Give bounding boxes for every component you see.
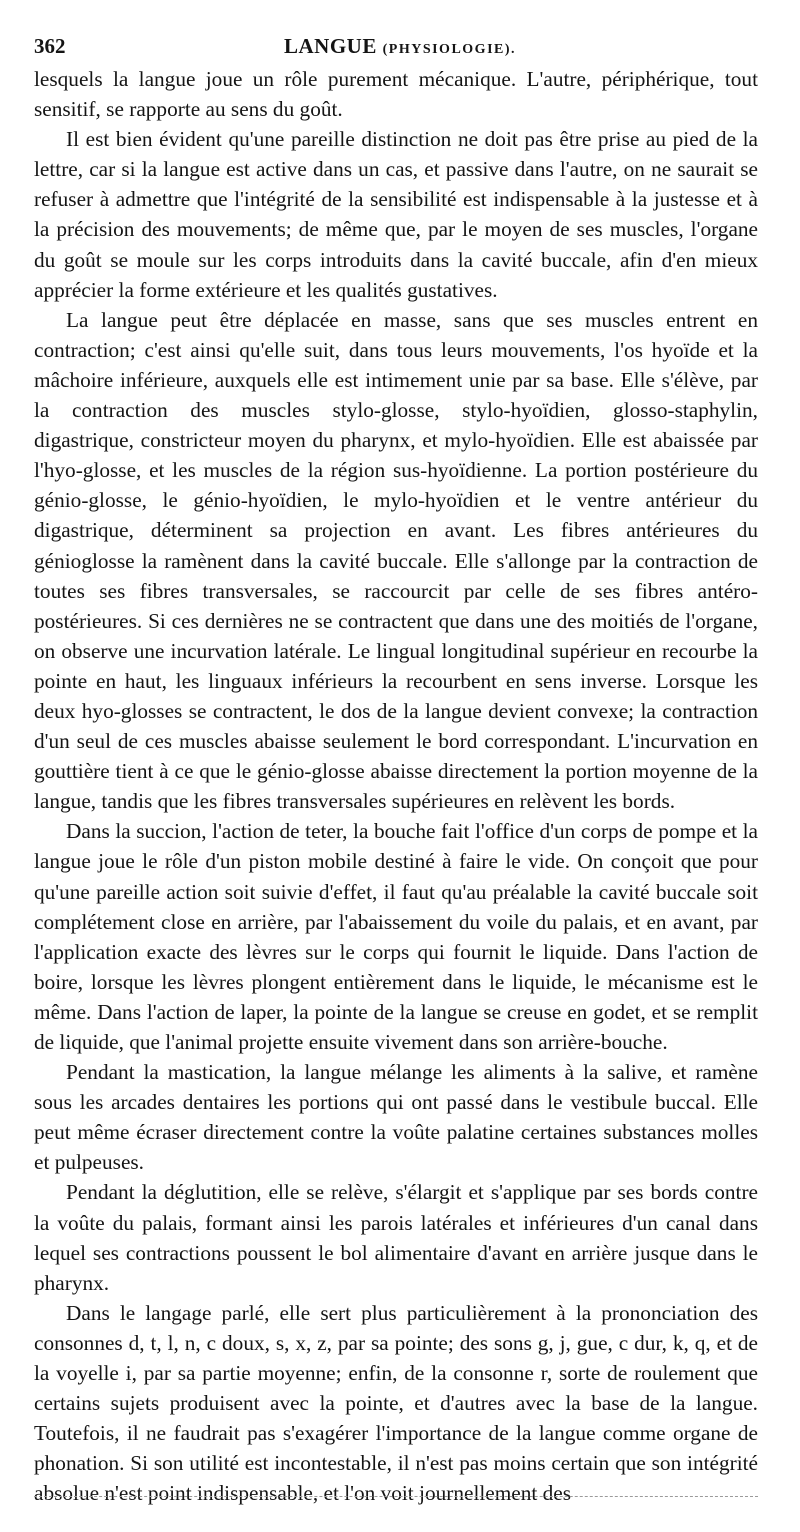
running-title [284, 34, 516, 59]
footer-rule [34, 1496, 758, 1497]
body-text [34, 64, 758, 1509]
paragraph: La langue peut être déplacée en masse, sans que ses muscles entrent en contraction; c'est ainsi qu'elle suit, dans tous leurs mouvements, l'os hyoïde et la mâchoire inférieure, auxquels elle est intimement unie par sa base. Elle s'élève, par la contraction des muscles stylo-glosse, stylo-hyoïdien, glosso-staphylin, digastrique, constricteur moyen du pharynx, et mylo-hyoïdien. Elle est abaissée par l'hyo-glosse, et les muscles de la région sus-hyoïdienne. La portion postérieure du génio-glosse, le génio-hyoïdien, le mylo-hyoïdien et le ventre antérieur du digastrique, déterminent sa projection en avant. Les fibres antérieures du génioglosse la ramènent dans la cavité buccale. Elle s'allonge par la contraction de toutes ses fibres transversales, se raccourcit par celle de ses fibres antéro-postérieures. Si ces dernières ne se contractent que dans une des moitiés de l'organe, on observe une incurvation latérale. Le lingual longitudinal supérieur en recourbe la pointe en haut, les linguaux inférieurs la recourbent en sens inverse. Lorsque les deux hyo-glosses se contractent, le dos de la langue devient convexe; la contraction d'un seul de ces muscles abaisse seulement le bord correspondant. L'incurvation en gouttière tient à ce que le génio-glosse abaisse directement la portion moyenne de la langue, tandis que les fibres transversales supérieures en relèvent les bords. [34, 307, 758, 814]
paragraph: Pendant la mastication, la langue mélange les aliments à la salive, et ramène sous les arcades dentaires les portions qui ont passé dans le vestibule buccal. Elle peut même écraser directement contre la voûte palatine certaines substances molles et pulpeuses. [34, 1060, 758, 1175]
paragraph: Pendant la déglutition, elle se relève, s'élargit et s'applique par ses bords contre la voûte du palais, formant ainsi les parois latérales et inférieures d'un canal dans lequel ses contractions poussent le bol alimentaire d'avant en arrière jusque dans le pharynx. [34, 1180, 758, 1295]
paragraph: Dans la succion, l'action de teter, la bouche fait l'office d'un corps de pompe et la langue joue le rôle d'un piston mobile destiné à faire le vide. On conçoit que pour qu'une pareille action soit suivie d'effet, il faut qu'au préalable la cavité buccale soit complétement close en arrière, par l'abaissement du voile du palais, et en avant, par l'application exacte des lèvres sur le corps qui fournit le liquide. Dans l'action de boire, lorsque les lèvres plongent entièrement dans le liquide, le mécanisme est le même. Dans l'action de laper, la pointe de la langue se creuse en godet, et se remplit de liquide, que l'animal projette ensuite vivement dans son arrière-bouche. [34, 819, 758, 1054]
running-title-sub: (PHYSIOLOGIE). [382, 42, 517, 57]
paragraph: Dans le langage parlé, elle sert plus particulièrement à la prononciation des consonnes d, t, l, n, c doux, s, x, z, par sa pointe; des sons g, j, gue, c dur, k, q, et de la voyelle i, par sa partie moyenne; enfin, de la consonne r, sorte de roulement que certains sujets produisent avec la pointe, et d'autres avec la base de la langue. Toutefois, il ne faudrait pas s'exagérer l'importance de la langue comme organe de phonation. Si son utilité est incontestable, il n'est pas moins certain que son intégrité absolue n'est point indispensable, et l'on voit journellement des [34, 1300, 758, 1506]
running-title-main: LANGUE [284, 34, 377, 58]
paragraph-continuation: lesquels la langue joue un rôle purement mécanique. L'autre, périphérique, tout sensitif, se rapporte au sens du goût. [34, 67, 758, 122]
page-number: 362 [34, 34, 66, 58]
running-header [34, 34, 758, 64]
paragraph: Il est bien évident qu'une pareille distinction ne doit pas être prise au pied de la lettre, car si la langue est active dans un cas, et passive dans l'autre, on ne saurait se refuser à admettre que l'intégrité de la sensibilité est indispensable à la justesse et à la précision des mouvements; de même que, par le moyen de ses muscles, l'organe du goût se moule sur les corps introduits dans la cavité buccale, afin d'en mieux apprécier la forme extérieure et les qualités gustatives. [34, 127, 758, 302]
